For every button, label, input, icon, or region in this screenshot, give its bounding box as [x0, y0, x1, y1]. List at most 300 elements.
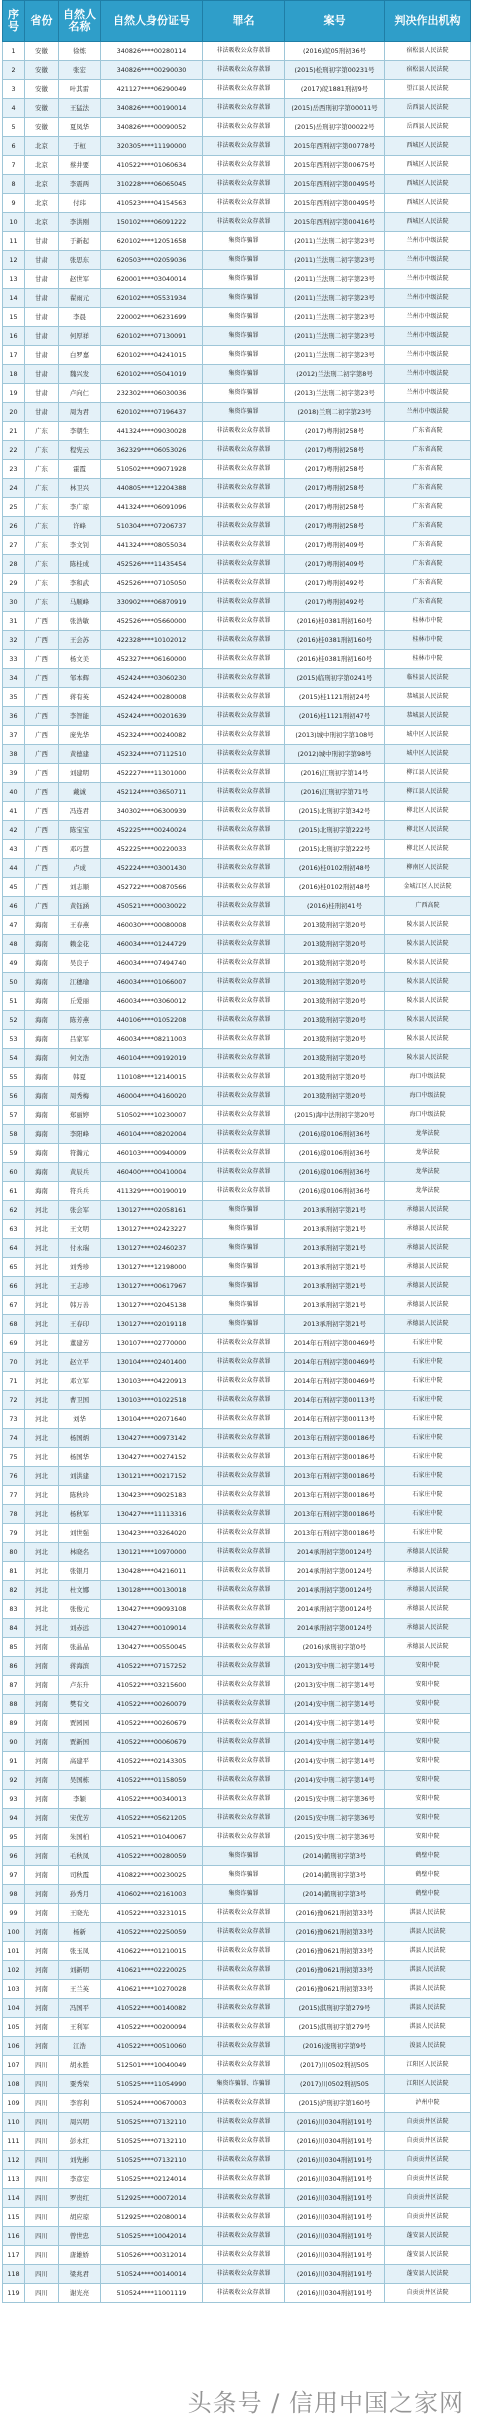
table-row — [3, 821, 471, 840]
cell-index: 118 — [3, 2265, 25, 2284]
cell-province: 河南 — [25, 1771, 59, 1790]
cell-crime: 非法吸收公众存款罪 — [203, 2056, 285, 2075]
cell-case-number: (2016)川0304刑初191号 — [285, 2189, 385, 2208]
table-row — [3, 840, 471, 859]
cell-court: 海口中级法院 — [385, 1087, 471, 1106]
cell-person-name: 王猛法 — [59, 99, 101, 118]
cell-person-name: 李朝生 — [59, 422, 101, 441]
table-row — [3, 1220, 471, 1239]
cell-crime: 非法吸收公众存款罪 — [203, 1543, 285, 1562]
cell-index: 59 — [3, 1144, 25, 1163]
cell-person-name: 于桓 — [59, 137, 101, 156]
table-row — [3, 2094, 471, 2113]
cell-province: 河北 — [25, 1524, 59, 1543]
cell-case-number: (2015)淇刑初字第279号 — [285, 1999, 385, 2018]
cell-crime: 非法吸收公众存款罪 — [203, 2208, 285, 2227]
cell-province: 北京 — [25, 213, 59, 232]
cell-crime: 非法吸收公众存款罪 — [203, 2037, 285, 2056]
cell-crime: 非法吸收公众存款罪 — [203, 2265, 285, 2284]
cell-index: 54 — [3, 1049, 25, 1068]
cell-person-name: 杜文娜 — [59, 1581, 101, 1600]
cell-crime: 非法吸收公众存款罪 — [203, 1391, 285, 1410]
cell-case-number: (2014)鹤刑初字第3号 — [285, 1847, 385, 1866]
cell-crime: 集资诈骗罪 — [203, 1201, 285, 1220]
cell-person-name: 李晨 — [59, 308, 101, 327]
cell-case-number: 2013承刑初字第21号 — [285, 1201, 385, 1220]
cell-index: 115 — [3, 2208, 25, 2227]
cell-person-name: 许峰 — [59, 517, 101, 536]
cell-crime: 非法吸收公众存款罪 — [203, 973, 285, 992]
table-row — [3, 631, 471, 650]
cell-case-number: (2016)桂1121刑初47号 — [285, 707, 385, 726]
cell-person-name: 冯连君 — [59, 802, 101, 821]
table-row — [3, 1771, 471, 1790]
cell-person-name: 卢向仁 — [59, 384, 101, 403]
cell-index: 23 — [3, 460, 25, 479]
cell-id-number: 150102****06091222 — [101, 213, 203, 232]
table-row — [3, 1733, 471, 1752]
cell-case-number: (2016)豫0621刑初第33号 — [285, 1980, 385, 1999]
cell-crime: 非法吸收公众存款罪 — [203, 156, 285, 175]
cell-case-number: 2015年西刑初字第00675号 — [285, 156, 385, 175]
cell-crime: 非法吸收公众存款罪 — [203, 1467, 285, 1486]
cell-case-number: (2016)川0304刑初191号 — [285, 2208, 385, 2227]
cell-province: 四川 — [25, 2265, 59, 2284]
table-row — [3, 612, 471, 631]
cell-crime: 非法吸收公众存款罪 — [203, 1961, 285, 1980]
cell-index: 47 — [3, 916, 25, 935]
cell-province: 甘肃 — [25, 327, 59, 346]
cell-crime: 非法吸收公众存款罪 — [203, 1030, 285, 1049]
table-row — [3, 859, 471, 878]
cell-crime: 非法吸收公众存款罪 — [203, 1695, 285, 1714]
cell-person-name: 樊有文 — [59, 1695, 101, 1714]
cell-id-number: 422328****10102012 — [101, 631, 203, 650]
cell-id-number: 130127****02045138 — [101, 1296, 203, 1315]
cell-id-number: 460034****08211003 — [101, 1030, 203, 1049]
cell-index: 51 — [3, 992, 25, 1011]
cell-index: 84 — [3, 1619, 25, 1638]
cell-index: 29 — [3, 574, 25, 593]
cell-crime: 集资诈骗罪 — [203, 232, 285, 251]
table-row — [3, 2037, 471, 2056]
cell-id-number: 452722****00870566 — [101, 878, 203, 897]
table-row — [3, 726, 471, 745]
table-row — [3, 574, 471, 593]
cell-crime: 非法吸收公众存款罪 — [203, 1182, 285, 1201]
cell-province: 河北 — [25, 1239, 59, 1258]
cell-case-number: (2016)琼0106刑初36号 — [285, 1182, 385, 1201]
cell-court: 临桂县人民法院 — [385, 669, 471, 688]
cell-case-number: (2015)北刑初字第222号 — [285, 840, 385, 859]
cell-index: 114 — [3, 2189, 25, 2208]
cell-case-number: 2013承刑初字第21号 — [285, 1258, 385, 1277]
cell-court: 西城区人民法院 — [385, 213, 471, 232]
cell-person-name: 蒋海滨 — [59, 1657, 101, 1676]
table-row — [3, 1334, 471, 1353]
cell-id-number: 510524****00140014 — [101, 2265, 203, 2284]
cell-id-number: 452526****05660000 — [101, 612, 203, 631]
cell-id-number: 460004****04160020 — [101, 1087, 203, 1106]
cell-case-number: (2016)承刑初字第0号 — [285, 1638, 385, 1657]
cell-province: 甘肃 — [25, 308, 59, 327]
cell-person-name: 丘爱丽 — [59, 992, 101, 1011]
cell-province: 河北 — [25, 1372, 59, 1391]
cell-person-name: 付永瑞 — [59, 1239, 101, 1258]
cell-index: 76 — [3, 1467, 25, 1486]
cell-crime: 非法吸收公众存款罪 — [203, 707, 285, 726]
cell-case-number: (2014)安中刑二初字第14号 — [285, 1714, 385, 1733]
cell-court: 安阳中院 — [385, 1657, 471, 1676]
cell-court: 石家庄中院 — [385, 1524, 471, 1543]
cell-id-number: 460103****00940009 — [101, 1144, 203, 1163]
cell-crime: 非法吸收公众存款罪 — [203, 137, 285, 156]
cell-province: 海南 — [25, 954, 59, 973]
cell-person-name: 李震两 — [59, 175, 101, 194]
cell-index: 13 — [3, 270, 25, 289]
cell-person-name: 何文浩 — [59, 1049, 101, 1068]
cell-crime: 非法吸收公众存款罪 — [203, 2170, 285, 2189]
cell-index: 55 — [3, 1068, 25, 1087]
table-row — [3, 1828, 471, 1847]
cell-court: 兰州市中级法院 — [385, 403, 471, 422]
cell-person-name: 江穗瑜 — [59, 973, 101, 992]
cell-index: 65 — [3, 1258, 25, 1277]
cell-crime: 非法吸收公众存款罪 — [203, 1733, 285, 1752]
table-row — [3, 1923, 471, 1942]
cell-case-number: (2017)粤刑初258号 — [285, 460, 385, 479]
cell-court: 陵水县人民法院 — [385, 1049, 471, 1068]
cell-index: 87 — [3, 1676, 25, 1695]
cell-court: 承德县人民法院 — [385, 1220, 471, 1239]
cell-crime: 非法吸收公众存款罪 — [203, 878, 285, 897]
cell-crime: 非法吸收公众存款罪 — [203, 935, 285, 954]
cell-index: 67 — [3, 1296, 25, 1315]
cell-case-number: (2016)江刑初字第71号 — [285, 783, 385, 802]
cell-crime: 非法吸收公众存款罪 — [203, 479, 285, 498]
cell-court: 龙华法院 — [385, 1163, 471, 1182]
cell-case-number: (2015)松刑初字第00231号 — [285, 61, 385, 80]
table-body — [3, 42, 471, 2303]
table-row — [3, 1106, 471, 1125]
cell-index: 100 — [3, 1923, 25, 1942]
cell-province: 河南 — [25, 2018, 59, 2037]
cell-case-number: (2014)安中刑二初字第14号 — [285, 1771, 385, 1790]
cell-case-number: (2011)兰法刑二初字第23号 — [285, 327, 385, 346]
cell-province: 安徽 — [25, 118, 59, 137]
cell-court: 安阳中院 — [385, 1695, 471, 1714]
cell-case-number: (2014)鹤刑初字第3号 — [285, 1866, 385, 1885]
table-row — [3, 783, 471, 802]
cell-crime: 非法吸收公众存款罪 — [203, 821, 285, 840]
table-row — [3, 1011, 471, 1030]
cell-id-number: 450521****00030022 — [101, 897, 203, 916]
cell-crime: 非法吸收公众存款罪 — [203, 1619, 285, 1638]
table-row — [3, 2227, 471, 2246]
cell-person-name: 张浩敏 — [59, 612, 101, 631]
cell-case-number: (2017)粤刑初492号 — [285, 574, 385, 593]
cell-court: 自贡贡井区法院 — [385, 2113, 471, 2132]
cell-province: 四川 — [25, 2094, 59, 2113]
cell-crime: 集资诈骗罪 — [203, 1885, 285, 1904]
cell-province: 海南 — [25, 1106, 59, 1125]
cell-crime: 集资诈骗罪 — [203, 251, 285, 270]
cell-id-number: 410523****04154563 — [101, 194, 203, 213]
cell-index: 21 — [3, 422, 25, 441]
cell-province: 安徽 — [25, 80, 59, 99]
cell-id-number: 460104****08202004 — [101, 1125, 203, 1144]
cell-index: 18 — [3, 365, 25, 384]
cell-court: 安阳中院 — [385, 1828, 471, 1847]
cell-province: 广东 — [25, 555, 59, 574]
cell-province: 广东 — [25, 498, 59, 517]
table-row — [3, 1144, 471, 1163]
cell-id-number: 510524****11001119 — [101, 2284, 203, 2303]
cell-province: 河北 — [25, 1296, 59, 1315]
cell-id-number: 510526****00312014 — [101, 2246, 203, 2265]
cell-case-number: (2017)川0502刑初505 — [285, 2075, 385, 2094]
cell-id-number: 421127****06290049 — [101, 80, 203, 99]
cell-person-name: 陈秋玲 — [59, 1486, 101, 1505]
cell-crime: 非法吸收公众存款罪 — [203, 1581, 285, 1600]
cell-court: 城中区人民法院 — [385, 745, 471, 764]
cell-case-number: 2013承刑初字第21号 — [285, 1277, 385, 1296]
cell-crime: 非法吸收公众存款罪 — [203, 1714, 285, 1733]
cell-case-number: (2017)粤刑初258号 — [285, 422, 385, 441]
cell-province: 河北 — [25, 1258, 59, 1277]
cell-person-name: 胡应琼 — [59, 2208, 101, 2227]
cell-crime: 非法吸收公众存款罪 — [203, 422, 285, 441]
cell-case-number: (2016)川0304刑初191号 — [285, 2151, 385, 2170]
cell-province: 北京 — [25, 137, 59, 156]
cell-id-number: 410522****00340013 — [101, 1790, 203, 1809]
cell-court: 陵水县人民法院 — [385, 916, 471, 935]
cell-province: 河北 — [25, 1220, 59, 1239]
cell-person-name: 吴国栋 — [59, 1771, 101, 1790]
cell-province: 四川 — [25, 2113, 59, 2132]
table-row — [3, 1201, 471, 1220]
cell-person-name: 贾园园 — [59, 1714, 101, 1733]
table-row — [3, 1600, 471, 1619]
cell-person-name: 陈宝宝 — [59, 821, 101, 840]
table-row — [3, 1638, 471, 1657]
cell-case-number: (2015)海中法刑初字第20号 — [285, 1106, 385, 1125]
cell-crime: 非法吸收公众存款罪 — [203, 1980, 285, 1999]
cell-province: 甘肃 — [25, 232, 59, 251]
cell-province: 广东 — [25, 479, 59, 498]
cell-case-number: 2014承刑初字第00124号 — [285, 1581, 385, 1600]
table-row — [3, 498, 471, 517]
cell-case-number: (2011)兰法刑二初字第23号 — [285, 270, 385, 289]
cell-case-number: 2014承刑初字第00124号 — [285, 1562, 385, 1581]
cell-case-number: 2014年石刑初字第00469号 — [285, 1353, 385, 1372]
cell-court: 承德县人民法院 — [385, 1600, 471, 1619]
cell-person-name: 黄钰涵 — [59, 897, 101, 916]
cell-id-number: 130427****00550045 — [101, 1638, 203, 1657]
cell-id-number: 440805****12204388 — [101, 479, 203, 498]
cell-person-name: 刘赤远 — [59, 1619, 101, 1638]
cell-case-number: (2016)皖05刑初36号 — [285, 42, 385, 61]
cell-court: 广东省高院 — [385, 536, 471, 555]
table-row — [3, 1068, 471, 1087]
cell-court: 鹤壁中院 — [385, 1885, 471, 1904]
cell-province: 河北 — [25, 1581, 59, 1600]
cell-person-name: 周为君 — [59, 403, 101, 422]
cell-crime: 非法吸收公众存款罪 — [203, 1790, 285, 1809]
cell-index: 58 — [3, 1125, 25, 1144]
cell-id-number: 410522****00280059 — [101, 1847, 203, 1866]
cell-id-number: 410522****00060679 — [101, 1733, 203, 1752]
cell-person-name: 陈芳燕 — [59, 1011, 101, 1030]
cell-court: 柳南区人民法院 — [385, 859, 471, 878]
cell-province: 四川 — [25, 2056, 59, 2075]
cell-province: 四川 — [25, 2170, 59, 2189]
cell-index: 57 — [3, 1106, 25, 1125]
cell-case-number: (2015)北刑初字第222号 — [285, 821, 385, 840]
cell-person-name: 李智能 — [59, 707, 101, 726]
cell-person-name: 高建平 — [59, 1752, 101, 1771]
cell-person-name: 何厚祥 — [59, 327, 101, 346]
cell-index: 85 — [3, 1638, 25, 1657]
cell-person-name: 曾世忠 — [59, 2227, 101, 2246]
cell-crime: 非法吸收公众存款罪 — [203, 1676, 285, 1695]
cell-case-number: 2013陵刑初字第20号 — [285, 992, 385, 1011]
cell-court: 承德县人民法院 — [385, 1619, 471, 1638]
table-row — [3, 1524, 471, 1543]
cell-province: 广西 — [25, 707, 59, 726]
cell-crime: 非法吸收公众存款罪 — [203, 612, 285, 631]
cell-crime: 非法吸收公众存款罪 — [203, 536, 285, 555]
cell-index: 10 — [3, 213, 25, 232]
cell-court: 石家庄中院 — [385, 1429, 471, 1448]
cell-case-number: (2016)川0304刑初191号 — [285, 2170, 385, 2189]
cell-person-name: 韩夏 — [59, 1068, 101, 1087]
cell-court: 广东省高院 — [385, 460, 471, 479]
cell-court: 广东省高院 — [385, 422, 471, 441]
table-row — [3, 1391, 471, 1410]
cell-crime: 非法吸收公众存款罪 — [203, 118, 285, 137]
cell-person-name: 王会苏 — [59, 631, 101, 650]
cell-court: 柳江县人民法院 — [385, 783, 471, 802]
cell-index: 60 — [3, 1163, 25, 1182]
cell-crime: 集资诈骗罪 — [203, 1258, 285, 1277]
cell-court: 广西高院 — [385, 897, 471, 916]
cell-id-number: 452227****11301000 — [101, 764, 203, 783]
cell-person-name: 孙秀月 — [59, 1885, 101, 1904]
cell-id-number: 362329****06053026 — [101, 441, 203, 460]
cell-case-number: 2014年石刑初字第00113号 — [285, 1391, 385, 1410]
cell-court: 宿松县人民法院 — [385, 42, 471, 61]
cell-index: 17 — [3, 346, 25, 365]
cell-case-number: (2016)桂刑初41号 — [285, 897, 385, 916]
cell-case-number: 2013陵刑初字第20号 — [285, 1068, 385, 1087]
cell-index: 39 — [3, 764, 25, 783]
table-row — [3, 1980, 471, 1999]
cell-crime: 集资诈骗罪 — [203, 346, 285, 365]
cell-index: 8 — [3, 175, 25, 194]
cell-id-number: 130127****00617967 — [101, 1277, 203, 1296]
cell-crime: 非法吸收公众存款罪 — [203, 1942, 285, 1961]
table-row — [3, 1676, 471, 1695]
cell-case-number: (2017)粤刑初258号 — [285, 479, 385, 498]
cell-court: 柳北区人民法院 — [385, 821, 471, 840]
cell-crime: 非法吸收公众存款罪 — [203, 783, 285, 802]
table-row — [3, 1467, 471, 1486]
cell-province: 北京 — [25, 156, 59, 175]
cell-index: 96 — [3, 1847, 25, 1866]
header-province: 省份 — [25, 1, 59, 42]
cell-court: 自贡贡井区法院 — [385, 2170, 471, 2189]
cell-case-number: 2013陵刑初字第20号 — [285, 1011, 385, 1030]
cell-index: 15 — [3, 308, 25, 327]
table-row — [3, 954, 471, 973]
cell-crime: 非法吸收公众存款罪 — [203, 916, 285, 935]
cell-person-name: 林卫兴 — [59, 479, 101, 498]
cell-id-number: 410522****05621205 — [101, 1809, 203, 1828]
cell-court: 石家庄中院 — [385, 1410, 471, 1429]
cell-person-name: 李文钊 — [59, 536, 101, 555]
cell-id-number: 460030****00080008 — [101, 916, 203, 935]
cell-province: 河北 — [25, 1467, 59, 1486]
cell-id-number: 460400****00410004 — [101, 1163, 203, 1182]
table-row — [3, 403, 471, 422]
cell-id-number: 130104****02071640 — [101, 1410, 203, 1429]
cell-index: 77 — [3, 1486, 25, 1505]
cell-person-name: 霍霞 — [59, 460, 101, 479]
cell-person-name: 刘新明 — [59, 1961, 101, 1980]
cell-index: 11 — [3, 232, 25, 251]
cell-case-number: (2016)川0304刑初191号 — [285, 2227, 385, 2246]
table-row — [3, 1258, 471, 1277]
cell-person-name: 唐雄娇 — [59, 2246, 101, 2265]
table-row — [3, 916, 471, 935]
cell-person-name: 林晓名 — [59, 1543, 101, 1562]
cell-court: 海口中级法院 — [385, 1068, 471, 1087]
cell-index: 97 — [3, 1866, 25, 1885]
cell-crime: 非法吸收公众存款罪 — [203, 1448, 285, 1467]
table-row — [3, 1885, 471, 1904]
table-row — [3, 1410, 471, 1429]
cell-crime: 集资诈骗罪 — [203, 1239, 285, 1258]
cell-person-name: 司秋霞 — [59, 1866, 101, 1885]
cell-case-number: 2015年西刑初字第00495号 — [285, 194, 385, 213]
cell-id-number: 410522****03231015 — [101, 1904, 203, 1923]
cell-case-number: (2012)城中刑初字第98号 — [285, 745, 385, 764]
cell-province: 海南 — [25, 1087, 59, 1106]
cell-index: 45 — [3, 878, 25, 897]
cell-court: 鹤壁中院 — [385, 1866, 471, 1885]
cell-province: 海南 — [25, 1030, 59, 1049]
cell-case-number: (2017)皖1881刑初9号 — [285, 80, 385, 99]
cell-court: 石家庄中院 — [385, 1505, 471, 1524]
cell-province: 河北 — [25, 1600, 59, 1619]
table-row — [3, 2056, 471, 2075]
cell-crime: 非法吸收公众存款罪 — [203, 745, 285, 764]
cell-court: 江阳区人民法院 — [385, 2075, 471, 2094]
cell-id-number: 452124****03650711 — [101, 783, 203, 802]
cell-id-number: 441324****08055034 — [101, 536, 203, 555]
cell-court: 承德县人民法院 — [385, 1581, 471, 1600]
cell-index: 33 — [3, 650, 25, 669]
cell-person-name: 杨秋军 — [59, 1505, 101, 1524]
cell-court: 陵水县人民法院 — [385, 992, 471, 1011]
cell-case-number: (2015)北刑初字第342号 — [285, 802, 385, 821]
cell-province: 河南 — [25, 1752, 59, 1771]
cell-index: 106 — [3, 2037, 25, 2056]
cell-crime: 非法吸收公众存款罪 — [203, 2094, 285, 2113]
cell-province: 河南 — [25, 1733, 59, 1752]
cell-court: 陵水县人民法院 — [385, 1011, 471, 1030]
